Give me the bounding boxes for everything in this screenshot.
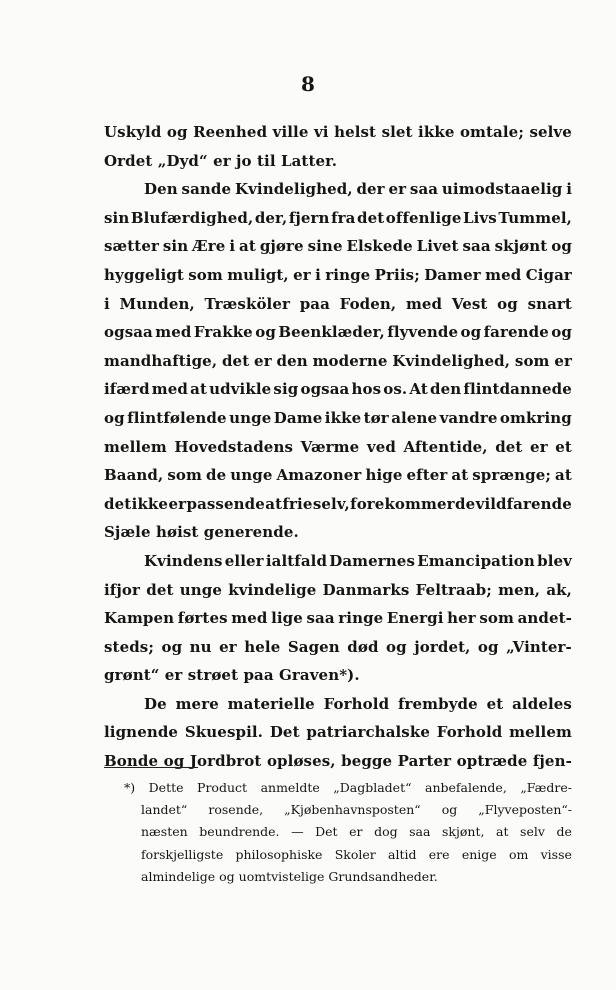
text-line: og flintfølende unge Dame ikke tør alene vandre omkring — [104, 408, 572, 427]
text-line: hyggeligt som muligt, er i ringe Priis; Damer med Cigar — [104, 265, 572, 284]
text-line: sin Blufærdighed, der, fjern fra det offenlige Livs Tummel, — [104, 208, 572, 227]
text-line: Uskyld og Reenhed ville vi helst slet ikke omtale; selve — [104, 123, 572, 141]
text-line: Baand, som de unge Amazoner hige efter at sprænge; at — [104, 466, 572, 485]
text-line: mandhaftige, det er den moderne Kvindelighed, som er — [104, 351, 572, 370]
footnote-line: næsten beundrende. — Det er dog saa skjønt, at selv de — [141, 824, 572, 840]
text-line: Den sande Kvindelighed, der er saa uimodstaaelig i — [144, 180, 572, 199]
text-line: det ikke er passende at frie selv, forekommer de vildfarende — [104, 494, 572, 513]
footnote-line: forskjelligste philosophiske Skoler altid ere enige om visse — [141, 846, 572, 862]
text-line: sætter sin Ære i at gjøre sine Elskede Livet saa skjønt og — [104, 237, 572, 256]
page-number: 8 — [301, 72, 315, 96]
text-line: Kampen førtes med lige saa ringe Energi her som andet- — [104, 609, 572, 628]
footnote-line: *) Dette Product anmeldte „Dagbladet“ anbefalende, „Fædre- — [124, 780, 572, 795]
footnote — [114, 777, 572, 888]
footnote-line: landet“ rosende, „Kjøbenhavnsposten“ og „Flyveposten“- — [141, 802, 572, 818]
text-line: i Munden, Træsköler paa Foden, med Vest og snart — [104, 294, 572, 313]
footnote-divider — [104, 767, 198, 768]
text-line: De mere materielle Forhold frembyde et aldeles — [144, 694, 572, 713]
body-text — [104, 118, 572, 776]
text-line: Sjæle høist generende. — [104, 523, 299, 542]
text-line: steds; og nu er hele Sagen død og jordet, og „Vinter- — [104, 637, 572, 656]
text-line: lignende Skuespil. Det patriarchalske Forhold mellem — [104, 723, 572, 742]
text-line: ogsaa med Frakke og Beenklæder, flyvende og farende og — [104, 323, 572, 342]
text-line: ifærd med at udvikle sig ogsaa hos os. At den flintdannede — [104, 380, 572, 399]
text-line: ifjor det unge kvindelige Danmarks Feltraab; men, ak, — [104, 580, 572, 599]
text-line: Bonde og Jordbrot opløses, begge Parter optræde fjen- — [104, 752, 572, 771]
text-line: mellem Hovedstadens Værme ved Aftentide, det er et — [104, 437, 572, 456]
text-line: Ordet „Dyd“ er jo til Latter. — [104, 151, 338, 170]
text-line: Kvindens eller ialtfald Damernes Emancipation blev — [144, 551, 572, 570]
text-line: grønt“ er strøet paa Graven*). — [104, 666, 360, 685]
footnote-line: almindelige og uomtvistelige Grundsandheder. — [141, 868, 438, 884]
